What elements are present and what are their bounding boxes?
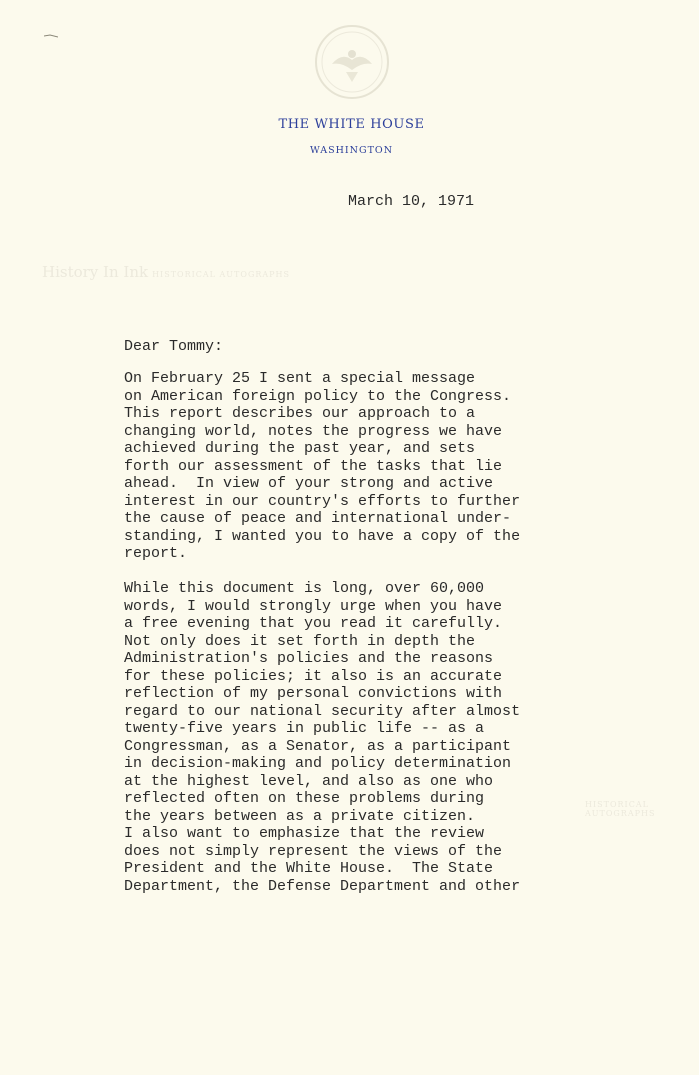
body-paragraph-1 [124, 370, 520, 563]
paragraph-line: forth our assessment of the tasks that lie [124, 457, 503, 475]
paragraph-line: in decision-making and policy determination [124, 755, 512, 772]
paragraph-line: While this document is long, over 60,000 [124, 580, 485, 597]
paragraph-line: on American foreign policy to the Congress. [124, 387, 512, 405]
paragraph-line: Administration's policies and the reasons [124, 650, 494, 667]
letterhead-title: THE WHITE HOUSE [278, 117, 425, 132]
paragraph-line: words, I would strongly urge when you have [124, 597, 503, 615]
paragraph-line: Not only does it set forth in depth the [124, 632, 476, 650]
paragraph-line: achieved during the past year, and sets [124, 440, 476, 457]
paragraph-line: at the highest level, and also as one who [124, 772, 494, 790]
paragraph-line: regard to our national security after almost [124, 702, 521, 720]
watermark-stamp [42, 263, 290, 281]
paragraph-line: the years between as a private citizen. [124, 807, 476, 825]
paragraph-line: reflection of my personal convictions with [124, 685, 503, 702]
paragraph-line: twenty-five years in public life -- as a [124, 720, 485, 737]
paragraph-line: changing world, notes the progress we have [124, 422, 503, 440]
watermark-caption-repeat: HISTORICAL AUTOGRAPHS [585, 800, 656, 818]
paragraph-line: I also want to emphasize that the review [124, 825, 485, 842]
paragraph-line: standing, I wanted you to have a copy of the [124, 527, 521, 545]
salutation: Dear Tommy: [124, 338, 224, 355]
paragraph-line: for these policies; it also is an accurate [124, 667, 503, 685]
body-paragraph-2 [124, 580, 520, 895]
paragraph-line: On February 25 I sent a special message [124, 370, 476, 387]
paragraph-line: interest in our country's efforts to further [124, 492, 521, 510]
watermark-script: History In Ink [42, 263, 149, 281]
presidential-seal-emboss [312, 22, 392, 102]
letter-date: March 10, 1971 [348, 193, 475, 210]
paragraph-line: reflected often on these problems during [124, 790, 485, 807]
watermark-caption: HISTORICAL AUTOGRAPHS [152, 270, 290, 279]
paragraph-line: Department, the Defense Department and other [124, 877, 521, 895]
paragraph-line: ahead. In view of your strong and active [124, 475, 494, 492]
paragraph-line: report. [124, 545, 188, 562]
paragraph-line: Congressman, as a Senator, as a participant [124, 737, 512, 755]
paragraph-line: the cause of peace and international under- [124, 510, 512, 527]
paragraph-line: a free evening that you read it carefully. [124, 615, 503, 632]
paragraph-line: This report describes our approach to a [124, 405, 476, 422]
paragraph-line: President and the White House. The State [124, 860, 494, 877]
letterhead-location: WASHINGTON [309, 145, 394, 156]
paper-speck [44, 34, 58, 38]
paragraph-line: does not simply represent the views of the [124, 842, 503, 860]
